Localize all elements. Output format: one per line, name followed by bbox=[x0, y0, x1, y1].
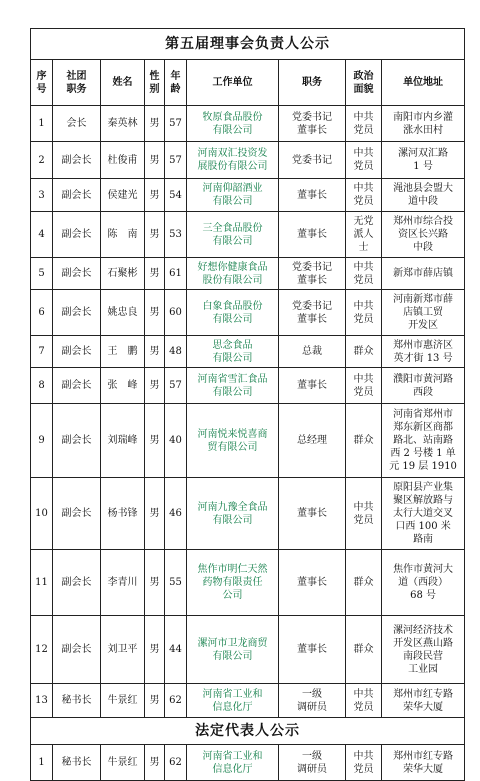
cell-address: 郑州市红专路 荣华大厦 bbox=[382, 745, 465, 781]
cell-name: 杨书锋 bbox=[101, 478, 145, 550]
col-header-address: 单位地址 bbox=[382, 60, 465, 106]
cell-position: 董事长 bbox=[279, 368, 346, 404]
cell-political: 中共 党员 bbox=[346, 745, 382, 781]
cell-address: 郑州市综合投 资区长兴路 中段 bbox=[382, 212, 465, 258]
cell-role: 秘书长 bbox=[53, 745, 101, 781]
header-row bbox=[31, 60, 465, 106]
cell-seq: 11 bbox=[31, 550, 53, 616]
col-header-seq: 序 号 bbox=[31, 60, 53, 106]
col-header-name: 姓名 bbox=[101, 60, 145, 106]
cell-age: 57 bbox=[165, 368, 187, 404]
cell-position: 总经理 bbox=[279, 404, 346, 478]
cell-unit: 焦作市明仁天然 药物有限责任 公司 bbox=[187, 550, 279, 616]
cell-gender: 男 bbox=[145, 478, 165, 550]
cell-age: 54 bbox=[165, 179, 187, 212]
table-row bbox=[31, 258, 465, 290]
cell-role: 副会长 bbox=[53, 179, 101, 212]
cell-role: 副会长 bbox=[53, 550, 101, 616]
cell-seq: 13 bbox=[31, 684, 53, 718]
table-row bbox=[31, 550, 465, 616]
table-row bbox=[31, 404, 465, 478]
cell-name: 张 峰 bbox=[101, 368, 145, 404]
cell-position: 党委书记 董事长 bbox=[279, 258, 346, 290]
cell-seq: 9 bbox=[31, 404, 53, 478]
cell-seq: 1 bbox=[31, 106, 53, 142]
section2-title: 法定代表人公示 bbox=[31, 718, 465, 745]
cell-position: 党委书记 董事长 bbox=[279, 106, 346, 142]
cell-seq: 5 bbox=[31, 258, 53, 290]
cell-address: 原阳县产业集 聚区解放路与 太行大道交叉 口西 100 米 路南 bbox=[382, 478, 465, 550]
cell-position: 一级 调研员 bbox=[279, 684, 346, 718]
cell-political: 中共 党员 bbox=[346, 290, 382, 336]
table-row bbox=[31, 368, 465, 404]
cell-unit: 河南九豫全食品 有限公司 bbox=[187, 478, 279, 550]
cell-seq: 3 bbox=[31, 179, 53, 212]
cell-gender: 男 bbox=[145, 258, 165, 290]
cell-position: 一级 调研员 bbox=[279, 745, 346, 781]
cell-address: 焦作市黄河大 道（西段） 68 号 bbox=[382, 550, 465, 616]
cell-gender: 男 bbox=[145, 684, 165, 718]
cell-political: 中共 党员 bbox=[346, 368, 382, 404]
cell-seq: 8 bbox=[31, 368, 53, 404]
table-row bbox=[31, 106, 465, 142]
cell-age: 57 bbox=[165, 142, 187, 179]
cell-unit: 河南省工业和 信息化厅 bbox=[187, 684, 279, 718]
cell-role: 副会长 bbox=[53, 290, 101, 336]
cell-gender: 男 bbox=[145, 550, 165, 616]
cell-name: 陈 南 bbox=[101, 212, 145, 258]
cell-age: 40 bbox=[165, 404, 187, 478]
cell-age: 55 bbox=[165, 550, 187, 616]
table-row bbox=[31, 179, 465, 212]
cell-age: 62 bbox=[165, 745, 187, 781]
cell-gender: 男 bbox=[145, 290, 165, 336]
cell-role: 副会长 bbox=[53, 616, 101, 684]
cell-name: 刘瑞峰 bbox=[101, 404, 145, 478]
cell-role: 副会长 bbox=[53, 368, 101, 404]
table-row bbox=[31, 616, 465, 684]
cell-unit: 河南省雪汇食品 有限公司 bbox=[187, 368, 279, 404]
table-title: 第五届理事会负责人公示 bbox=[31, 29, 465, 60]
cell-gender: 男 bbox=[145, 336, 165, 368]
cell-seq: 7 bbox=[31, 336, 53, 368]
cell-unit: 河南仰韶酒业 有限公司 bbox=[187, 179, 279, 212]
cell-role: 秘书长 bbox=[53, 684, 101, 718]
cell-unit: 河南省工业和 信息化厅 bbox=[187, 745, 279, 781]
cell-age: 57 bbox=[165, 106, 187, 142]
cell-gender: 男 bbox=[145, 179, 165, 212]
table-row bbox=[31, 142, 465, 179]
cell-seq: 4 bbox=[31, 212, 53, 258]
officer-table bbox=[30, 28, 465, 781]
col-header-position: 职务 bbox=[279, 60, 346, 106]
cell-role: 副会长 bbox=[53, 404, 101, 478]
cell-age: 60 bbox=[165, 290, 187, 336]
cell-address: 南阳市内乡灌 涨水田村 bbox=[382, 106, 465, 142]
col-header-gender: 性 别 bbox=[145, 60, 165, 106]
cell-gender: 男 bbox=[145, 368, 165, 404]
legal-rep-rows bbox=[31, 745, 465, 781]
cell-position: 党委书记 董事长 bbox=[279, 290, 346, 336]
cell-address: 郑州市红专路 荣华大厦 bbox=[382, 684, 465, 718]
cell-political: 中共 党员 bbox=[346, 478, 382, 550]
cell-age: 46 bbox=[165, 478, 187, 550]
cell-political: 中共 党员 bbox=[346, 142, 382, 179]
cell-unit: 牧原食品股份 有限公司 bbox=[187, 106, 279, 142]
table-row bbox=[31, 212, 465, 258]
col-header-age: 年 龄 bbox=[165, 60, 187, 106]
cell-name: 牛景红 bbox=[101, 745, 145, 781]
table-row bbox=[31, 684, 465, 718]
cell-position: 董事长 bbox=[279, 550, 346, 616]
cell-political: 中共 党员 bbox=[346, 106, 382, 142]
cell-name: 杜俊甫 bbox=[101, 142, 145, 179]
cell-seq: 1 bbox=[31, 745, 53, 781]
cell-address: 漯河经济技术 开发区燕山路 南段民营 工业园 bbox=[382, 616, 465, 684]
cell-name: 侯建光 bbox=[101, 179, 145, 212]
cell-gender: 男 bbox=[145, 616, 165, 684]
cell-position: 党委书记 bbox=[279, 142, 346, 179]
cell-name: 姚忠良 bbox=[101, 290, 145, 336]
cell-gender: 男 bbox=[145, 404, 165, 478]
cell-political: 群众 bbox=[346, 550, 382, 616]
cell-age: 62 bbox=[165, 684, 187, 718]
cell-name: 牛景红 bbox=[101, 684, 145, 718]
cell-position: 董事长 bbox=[279, 478, 346, 550]
cell-address: 新郑市薛店镇 bbox=[382, 258, 465, 290]
cell-name: 秦英林 bbox=[101, 106, 145, 142]
cell-role: 副会长 bbox=[53, 478, 101, 550]
cell-political: 中共 党员 bbox=[346, 258, 382, 290]
cell-address: 河南省郑州市 郑东新区商都 路北、站南路 西 2 号楼 1 单 元 19 层 1910 bbox=[382, 404, 465, 478]
cell-position: 总裁 bbox=[279, 336, 346, 368]
cell-role: 副会长 bbox=[53, 336, 101, 368]
cell-role: 副会长 bbox=[53, 212, 101, 258]
cell-unit: 三全食品股份 有限公司 bbox=[187, 212, 279, 258]
cell-gender: 男 bbox=[145, 745, 165, 781]
cell-name: 石聚彬 bbox=[101, 258, 145, 290]
cell-age: 48 bbox=[165, 336, 187, 368]
cell-role: 副会长 bbox=[53, 258, 101, 290]
cell-role: 副会长 bbox=[53, 142, 101, 179]
cell-position: 董事长 bbox=[279, 616, 346, 684]
col-header-role: 社团 职务 bbox=[53, 60, 101, 106]
cell-seq: 10 bbox=[31, 478, 53, 550]
cell-unit: 河南双汇投资发 展股份有限公司 bbox=[187, 142, 279, 179]
cell-unit: 白象食品股份 有限公司 bbox=[187, 290, 279, 336]
table-row bbox=[31, 336, 465, 368]
cell-age: 61 bbox=[165, 258, 187, 290]
cell-position: 董事长 bbox=[279, 179, 346, 212]
cell-address: 河南新郑市薛 店镇工贸 开发区 bbox=[382, 290, 465, 336]
officer-rows bbox=[31, 106, 465, 718]
cell-seq: 12 bbox=[31, 616, 53, 684]
cell-name: 王 鹏 bbox=[101, 336, 145, 368]
table-row bbox=[31, 478, 465, 550]
cell-political: 无党 派人 士 bbox=[346, 212, 382, 258]
table-row bbox=[31, 290, 465, 336]
cell-address: 濮阳市黄河路 西段 bbox=[382, 368, 465, 404]
cell-unit: 思念食品 有限公司 bbox=[187, 336, 279, 368]
cell-gender: 男 bbox=[145, 142, 165, 179]
cell-seq: 2 bbox=[31, 142, 53, 179]
cell-name: 刘卫平 bbox=[101, 616, 145, 684]
cell-address: 渑池县会盟大 道中段 bbox=[382, 179, 465, 212]
cell-unit: 河南悦来悦喜商 贸有限公司 bbox=[187, 404, 279, 478]
cell-role: 会长 bbox=[53, 106, 101, 142]
table-row bbox=[31, 745, 465, 781]
cell-gender: 男 bbox=[145, 106, 165, 142]
cell-name: 李青川 bbox=[101, 550, 145, 616]
cell-age: 44 bbox=[165, 616, 187, 684]
cell-address: 郑州市惠济区 英才街 13 号 bbox=[382, 336, 465, 368]
cell-unit: 好想你健康食品 股份有限公司 bbox=[187, 258, 279, 290]
cell-political: 群众 bbox=[346, 404, 382, 478]
cell-address: 漯河双汇路 1 号 bbox=[382, 142, 465, 179]
col-header-political: 政治 面貌 bbox=[346, 60, 382, 106]
cell-position: 董事长 bbox=[279, 212, 346, 258]
cell-unit: 漯河市卫龙商贸 有限公司 bbox=[187, 616, 279, 684]
cell-gender: 男 bbox=[145, 212, 165, 258]
cell-political: 中共 党员 bbox=[346, 684, 382, 718]
cell-political: 群众 bbox=[346, 616, 382, 684]
cell-political: 群众 bbox=[346, 336, 382, 368]
cell-seq: 6 bbox=[31, 290, 53, 336]
cell-political: 中共 党员 bbox=[346, 179, 382, 212]
col-header-unit: 工作单位 bbox=[187, 60, 279, 106]
cell-age: 53 bbox=[165, 212, 187, 258]
